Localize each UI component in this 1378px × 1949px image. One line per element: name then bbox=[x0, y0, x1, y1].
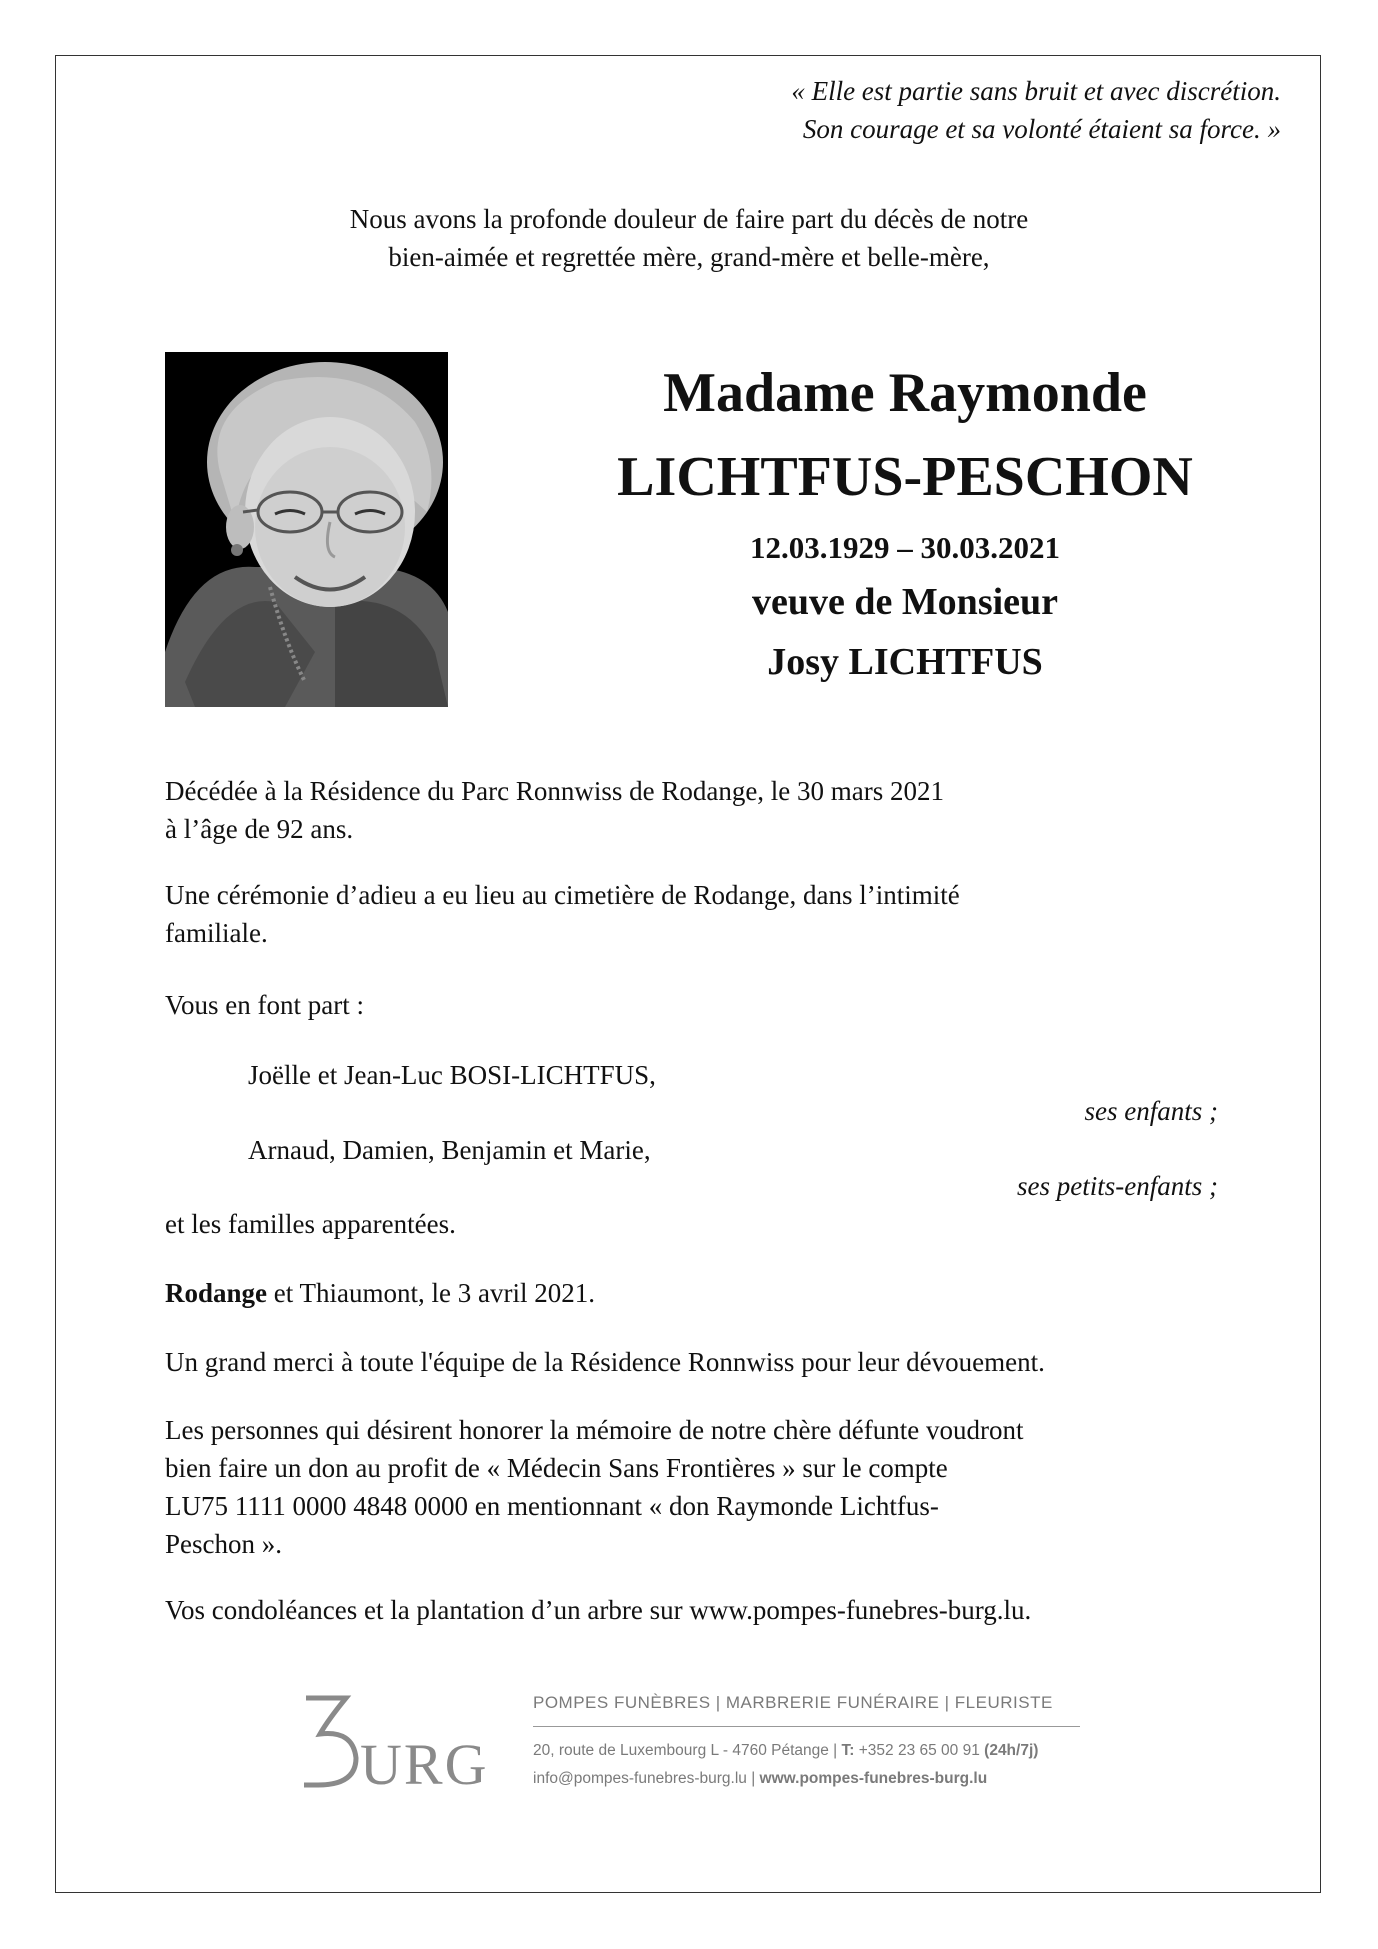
footer-address: 20, route de Luxembourg L - 4760 Pétange | bbox=[533, 1742, 842, 1759]
donation-line-1: Les personnes qui désirent honorer la mémoire de notre chère défunte voudront bbox=[165, 1415, 1024, 1445]
quote-line-2: Son courage et sa volonté étaient sa force. » bbox=[802, 114, 1281, 144]
place-name: Rodange bbox=[165, 1278, 268, 1308]
portrait-photo bbox=[165, 352, 448, 707]
ceremony-notice bbox=[165, 876, 1225, 952]
grandchildren-names: Arnaud, Damien, Benjamin et Marie, bbox=[248, 1135, 651, 1165]
related-families: et les familles apparentées. bbox=[165, 1209, 456, 1239]
donation-line-2: bien faire un don au profit de « Médecin Sans Frontières » sur le compte bbox=[165, 1453, 948, 1483]
deceased-name-first: Madame Raymonde bbox=[663, 362, 1147, 424]
svg-text:URG: URG bbox=[360, 1732, 488, 1790]
footer-website[interactable]: www.pompes-funebres-burg.lu bbox=[759, 1770, 988, 1787]
life-dates: 12.03.1929 – 30.03.2021 bbox=[750, 530, 1060, 565]
death-notice bbox=[165, 772, 1225, 848]
epigraph-quote bbox=[791, 72, 1281, 148]
thanks-note: Un grand merci à toute l'équipe de la Résidence Ronnwiss pour leur dévouement. bbox=[165, 1347, 1045, 1377]
widow-of-line-2: Josy LICHTFUS bbox=[767, 641, 1043, 683]
portrait-illustration bbox=[165, 352, 448, 707]
ceremony-line-2: familiale. bbox=[165, 918, 268, 948]
footer-phone-hours: (24h/7j) bbox=[984, 1742, 1039, 1759]
children-names: Joëlle et Jean-Luc BOSI-LICHTFUS, bbox=[248, 1060, 656, 1090]
children-relation: ses enfants ; bbox=[1084, 1096, 1218, 1126]
burg-logo-mark bbox=[298, 1690, 488, 1790]
footer-address-line bbox=[533, 1742, 1038, 1760]
burg-logo bbox=[298, 1690, 488, 1795]
condolences-note: Vos condoléances et la plantation d’un arbre sur www.pompes-funebres-burg.lu. bbox=[165, 1595, 1032, 1625]
quote-line-1: « Elle est partie sans bruit et avec discrétion. bbox=[791, 76, 1281, 106]
footer-contact-line bbox=[533, 1770, 987, 1788]
donation-line-4: Peschon ». bbox=[165, 1529, 282, 1559]
death-notice-line-2: à l’âge de 92 ans. bbox=[165, 814, 354, 844]
widow-of-line-1: veuve de Monsieur bbox=[751, 581, 1059, 623]
intro-line-1: Nous avons la profonde douleur de faire part du décès de notre bbox=[349, 204, 1029, 234]
grandchildren-relation: ses petits-enfants ; bbox=[1017, 1171, 1218, 1201]
footer-divider bbox=[533, 1726, 1080, 1727]
announcers-heading: Vous en font part : bbox=[165, 990, 364, 1020]
place-date bbox=[165, 1274, 1225, 1312]
footer-services: POMPES FUNÈBRES | MARBRERIE FUNÉRAIRE | FLEURISTE bbox=[533, 1693, 1053, 1712]
footer-phone: +352 23 65 00 91 bbox=[854, 1742, 985, 1759]
place-date-rest: et Thiaumont, le 3 avril 2021. bbox=[267, 1278, 595, 1308]
donation-line-3: LU75 1111 0000 4848 0000 en mentionnant « don Raymonde Lichtfus- bbox=[165, 1491, 939, 1521]
footer-email[interactable]: info@pompes-funebres-burg.lu | bbox=[533, 1770, 760, 1787]
deceased-name-last: LICHTFUS-PESCHON bbox=[617, 446, 1193, 508]
ceremony-line-1: Une cérémonie d’adieu a eu lieu au cimetière de Rodange, dans l’intimité bbox=[165, 880, 960, 910]
donation-notice bbox=[165, 1411, 1225, 1563]
footer-phone-label: T: bbox=[841, 1742, 855, 1759]
intro-line-2: bien-aimée et regrettée mère, grand-mère et belle-mère, bbox=[388, 242, 990, 272]
intro-text bbox=[0, 200, 1378, 276]
death-notice-line-1: Décédée à la Résidence du Parc Ronnwiss de Rodange, le 30 mars 2021 bbox=[165, 776, 945, 806]
